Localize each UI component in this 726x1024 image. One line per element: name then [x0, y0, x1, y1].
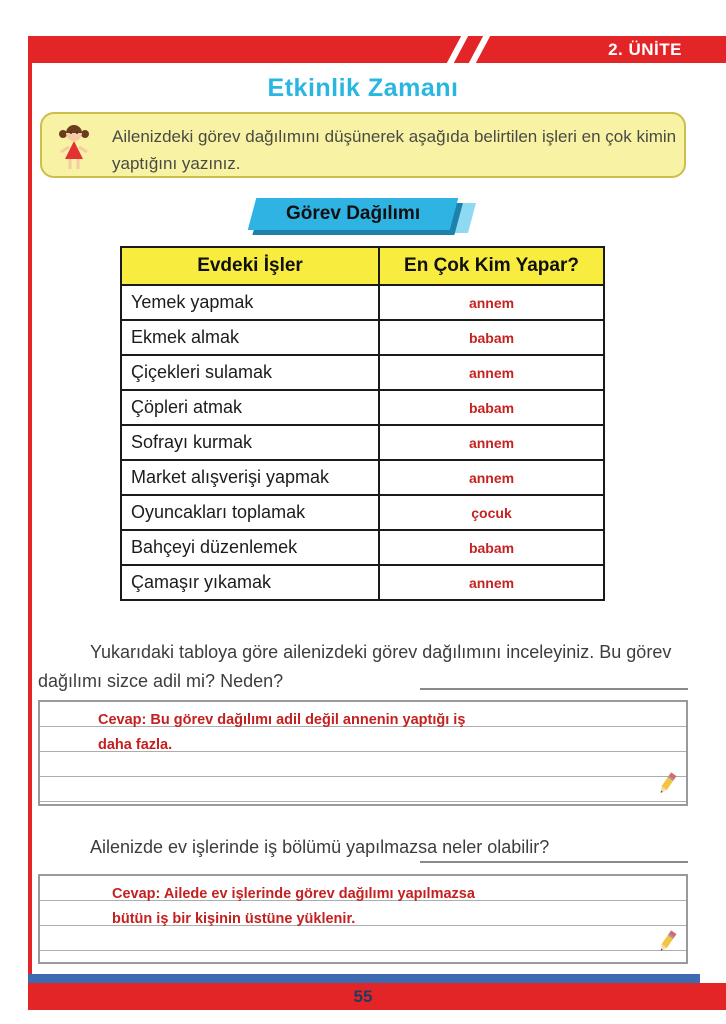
answer-box-2[interactable] — [38, 874, 688, 964]
task-table-head — [121, 247, 604, 285]
task-label: Market alışverişi yapmak — [121, 460, 379, 495]
task-answer-value[interactable]: annem — [379, 285, 604, 320]
banner-main — [248, 198, 459, 230]
task-answer-value[interactable]: annem — [379, 355, 604, 390]
task-label: Ekmek almak — [121, 320, 379, 355]
task-table — [120, 246, 605, 601]
answer-1-line: daha fazla. — [98, 737, 173, 753]
table-row — [121, 355, 604, 390]
instruction-box — [40, 112, 686, 178]
task-label: Oyuncakları toplamak — [121, 495, 379, 530]
section-banner — [0, 196, 726, 242]
page-title: Etkinlik Zamanı — [267, 74, 459, 102]
table-header-row — [121, 247, 604, 285]
page-number: 55 — [353, 987, 373, 1006]
task-table-body — [121, 285, 604, 600]
answer-2-line: Cevap: Ailede ev işlerinde görev dağılımı yapılmazsa — [112, 886, 475, 902]
question-1: Yukarıdaki tabloya göre ailenizdeki görev dağılımını inceleyiniz. Bu görev dağılımı sizce adil mi? Neden? — [38, 642, 672, 691]
unit-header-bar — [28, 36, 726, 63]
table-row — [121, 390, 604, 425]
footer-bar — [28, 983, 726, 1010]
header-stripe — [446, 34, 469, 65]
pencil-icon — [654, 929, 680, 960]
answer-2-line: bütün iş bir kişinin üstüne yüklenir. — [112, 911, 356, 927]
table-row — [121, 320, 604, 355]
table-row — [121, 425, 604, 460]
table-row — [121, 530, 604, 565]
writing-line — [420, 861, 688, 863]
table-row — [121, 285, 604, 320]
task-label: Çiçekleri sulamak — [121, 355, 379, 390]
table-row — [121, 460, 604, 495]
instruction-text: Ailenizdeki görev dağılımını düşünerek aşağıda belirtilen işleri en çok kimin yaptığını yazınız. — [112, 127, 677, 173]
question-2: Ailenizde ev işlerinde iş bölümü yapılmazsa neler olabilir? — [90, 837, 550, 857]
section-banner-label: Görev Dağılımı — [285, 203, 421, 224]
table-row — [121, 565, 604, 600]
answer-2-text — [112, 882, 475, 932]
writing-line — [420, 688, 688, 690]
task-answer-value[interactable]: annem — [379, 460, 604, 495]
table-row — [121, 495, 604, 530]
table-header-tasks: Evdeki İşler — [121, 247, 379, 285]
answer-box-1[interactable] — [38, 700, 688, 806]
task-label: Çöpleri atmak — [121, 390, 379, 425]
task-label: Yemek yapmak — [121, 285, 379, 320]
task-answer-value[interactable]: babam — [379, 530, 604, 565]
task-answer-value[interactable]: annem — [379, 565, 604, 600]
left-border — [28, 38, 32, 1006]
answer-1-text — [98, 708, 465, 758]
answer-1-line: Cevap: Bu görev dağılımı adil değil annenin yaptığı iş — [98, 712, 466, 728]
task-label: Bahçeyi düzenlemek — [121, 530, 379, 565]
task-answer-value[interactable]: annem — [379, 425, 604, 460]
pencil-icon — [654, 771, 680, 802]
unit-label: 2. ÜNİTE — [608, 40, 682, 59]
table-header-who: En Çok Kim Yapar? — [379, 247, 604, 285]
task-label: Sofrayı kurmak — [121, 425, 379, 460]
girl-icon — [56, 121, 92, 178]
task-label: Çamaşır yıkamak — [121, 565, 379, 600]
task-answer-value[interactable]: çocuk — [379, 495, 604, 530]
task-answer-value[interactable]: babam — [379, 390, 604, 425]
header-stripe — [468, 34, 491, 65]
task-answer-value[interactable]: babam — [379, 320, 604, 355]
